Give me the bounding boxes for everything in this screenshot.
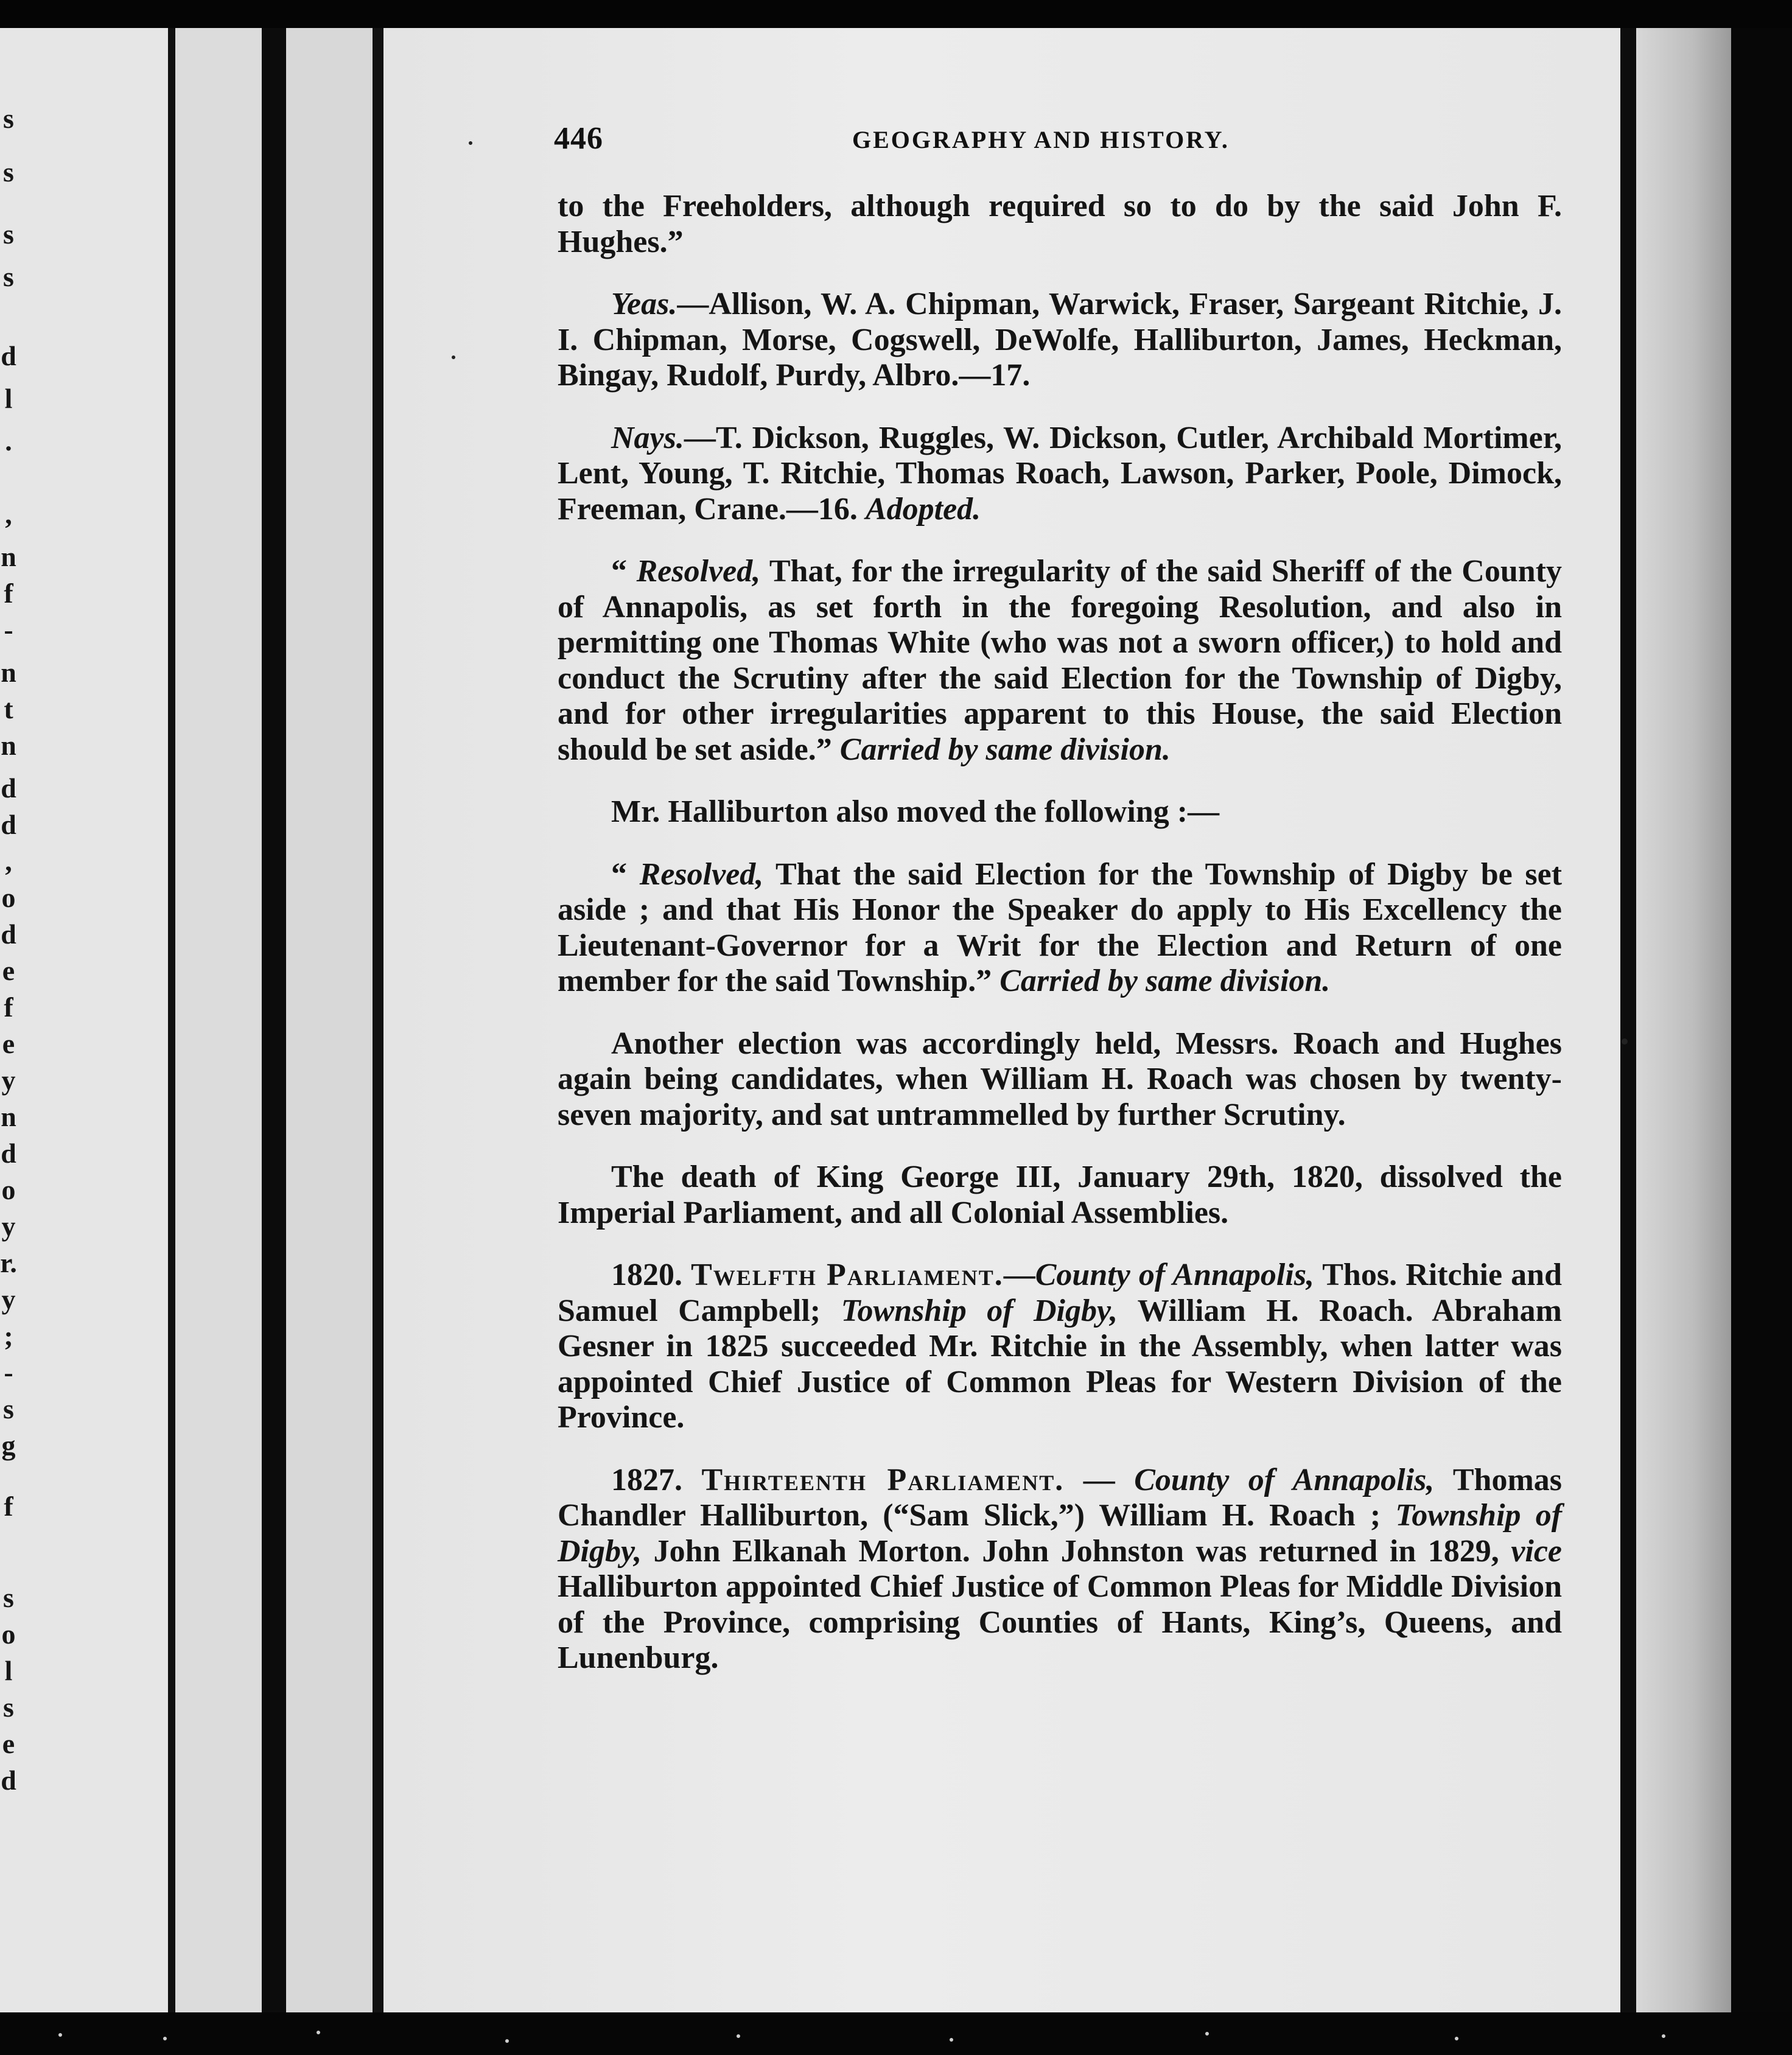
text-run: to the Freeholders, although required so to do by the said John F. Hughes.”	[558, 189, 1562, 259]
body-text	[558, 189, 1562, 1703]
text-run: Thomas Chandler Halliburton, (“Sam Slick,”) William H. Roach ;	[558, 1462, 1563, 1533]
facing-page-letter: n	[1, 541, 16, 572]
page-divider	[168, 28, 175, 2012]
facing-page-letter: n	[1, 1101, 16, 1132]
facing-page-letter: f	[4, 578, 13, 609]
page-divider-main	[373, 28, 383, 2012]
running-head: GEOGRAPHY AND HISTORY.	[852, 126, 1230, 153]
text-run: Twelfth Parliament.	[691, 1258, 1004, 1292]
facing-page-letter: o	[1, 1174, 16, 1205]
ink-speck	[469, 141, 472, 145]
paragraph	[558, 1026, 1562, 1133]
text-run: Carried by same division.	[999, 964, 1331, 998]
page-right-edge	[1620, 28, 1636, 2012]
facing-page-letter: n	[1, 657, 16, 688]
paragraph	[558, 189, 1562, 260]
facing-page-letter: ,	[5, 499, 12, 530]
facing-page-letter: y	[1, 1284, 16, 1315]
facing-page-letter: l	[4, 1655, 13, 1686]
text-run: “	[611, 856, 640, 892]
facing-page-letter: s	[3, 1692, 14, 1723]
facing-page-letter: -	[4, 1357, 13, 1388]
text-run: Resolved,	[639, 856, 764, 892]
facing-page-letter: o	[1, 1619, 16, 1650]
book-gutter	[262, 28, 286, 2012]
text-run: William H. Roach. Abraham Gesner in 1825 succeeded Mr. Ritchie in the Assembly, when latter was appointed Chief Justice of Common Pleas for Western Division of the Province.	[558, 1293, 1562, 1435]
page-number: 446	[554, 121, 603, 156]
paragraph	[558, 421, 1562, 528]
text-run: Another election was accordingly held, Messrs. Roach and Hughes again being candidates, when William H. Roach was chosen by twenty-seven majority, and sat untrammelled by further Scrutiny.	[558, 1026, 1562, 1132]
text-run: Nays.	[611, 420, 684, 455]
page-header	[554, 121, 1601, 163]
facing-page-letter: s	[3, 219, 14, 250]
facing-page-letter: r.	[0, 1247, 17, 1278]
text-run: —	[1064, 1462, 1135, 1497]
facing-page-letter: d	[1, 809, 16, 840]
facing-page-letter: f	[4, 1491, 13, 1522]
text-run: —	[1003, 1258, 1035, 1292]
text-run: The death of King George III, January 29th, 1820, dissolved the Imperial Parliament, and all Colonial Assemblies.	[558, 1160, 1562, 1230]
text-run: Township of Digby,	[558, 1498, 1563, 1569]
facing-page-letter: g	[1, 1430, 16, 1461]
text-run: John Elkanah Morton. John Johnston was returned in 1829,	[642, 1533, 1511, 1569]
facing-page-letter: l	[4, 383, 13, 414]
text-run: —T. Dickson, Ruggles, W. Dickson, Cutler, Archibald Mortimer, Lent, Young, T. Ritchie, Thomas Roach, Lawson, Parker, Poole, Dimock, Freeman, Crane.—16.	[558, 420, 1562, 527]
facing-page-letter: e	[2, 1728, 15, 1759]
facing-page-letter: t	[4, 693, 13, 724]
text-run: vice	[1511, 1533, 1562, 1569]
facing-page-letter: f	[4, 992, 13, 1023]
facing-page-letter: o	[1, 882, 16, 913]
paragraph	[558, 287, 1562, 394]
facing-page-edge	[0, 28, 172, 2012]
scan-border-right	[1731, 28, 1792, 2012]
text-run: 1820.	[611, 1258, 691, 1292]
facing-page-letter: e	[2, 1028, 15, 1059]
paragraph	[558, 794, 1562, 830]
facing-page-letter: d	[1, 919, 16, 950]
paragraph	[558, 1160, 1562, 1231]
page-strip-inner	[286, 28, 373, 2012]
ink-speck	[452, 355, 455, 359]
facing-page-letter: y	[1, 1065, 16, 1096]
facing-page-letter: d	[1, 340, 16, 371]
text-run: That the said Election for the Township of Digby be set aside ; and that His Honor the Speaker do apply to His Excellency the Lieutenant-Governor for a Writ for the Election and Return of one member for the said Township.”	[558, 856, 1563, 998]
facing-page-letter: s	[3, 1582, 14, 1613]
paragraph	[558, 1258, 1562, 1436]
text-run: —Allison, W. A. Chipman, Warwick, Fraser, Sargeant Ritchie, J. I. Chipman, Morse, Cogswell, DeWolfe, Halliburton, James, Heckman, Bingay, Rudolf, Purdy, Albro.—17.	[558, 287, 1562, 393]
facing-page-letter: d	[1, 1138, 16, 1169]
facing-page-letter: s	[3, 261, 14, 292]
text-run: Thirteenth Parliament.	[701, 1462, 1065, 1497]
text-run: Halliburton appointed Chief Justice of Common Pleas for Middle Division of the Province, comprising Counties of Hants, King’s, Queens, and Lunenburg.	[558, 1569, 1562, 1675]
facing-page-letter: s	[3, 1393, 14, 1424]
text-run: Yeas.	[611, 287, 677, 321]
text-run: “	[611, 554, 637, 589]
text-run: County of Annapolis,	[1134, 1462, 1435, 1497]
ink-speck	[1622, 1038, 1628, 1045]
text-run: Adopted.	[865, 491, 981, 527]
text-run: That, for the irregularity of the said Sheriff of the County of Annapolis, as set forth in the foregoing Resolution, and also in permitting one Thomas White (who was not a sworn officer,) to hold and conduct the Scrutiny after the said Election for the Township of Digby, and for other irregularities apparent to this House, the said Election should be set aside.”	[558, 554, 1563, 767]
paragraph	[558, 857, 1562, 999]
facing-page-letter: .	[5, 425, 12, 457]
page-fore-edge	[1636, 28, 1731, 2012]
facing-page-letter: y	[1, 1211, 16, 1242]
facing-page-letter: e	[2, 955, 15, 986]
page-strip	[175, 28, 262, 2012]
text-run: Thos. Ritchie and Samuel Campbell;	[558, 1258, 1562, 1328]
facing-page-letter: ;	[4, 1320, 13, 1351]
text-run: Carried by same division.	[839, 732, 1171, 767]
text-run: Township of Digby,	[841, 1293, 1118, 1328]
paragraph	[558, 554, 1562, 768]
scan-border-top	[0, 0, 1792, 28]
facing-page-letter: s	[3, 103, 14, 134]
facing-page-letter: d	[1, 772, 16, 803]
text-run: Mr. Halliburton also moved the following :—	[611, 794, 1220, 829]
facing-page-letter: ,	[5, 845, 12, 877]
facing-page-letter: -	[4, 614, 13, 645]
facing-page-letter: d	[1, 1765, 16, 1796]
text-run: Resolved,	[636, 554, 761, 589]
facing-page-letter: n	[1, 730, 16, 761]
facing-page-letter: s	[3, 156, 14, 187]
text-run: County of Annapolis,	[1035, 1258, 1315, 1292]
scan-border-bottom	[0, 2012, 1792, 2055]
text-run: 1827.	[611, 1462, 702, 1497]
paragraph	[558, 1463, 1562, 1676]
